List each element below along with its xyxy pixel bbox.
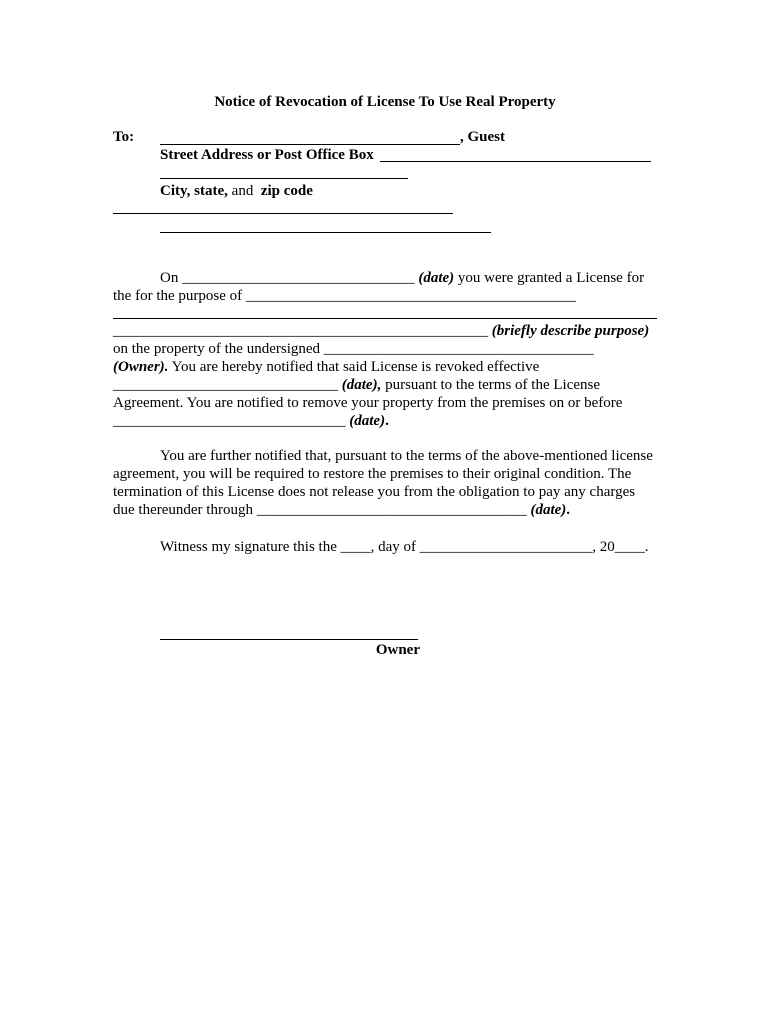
owner-signature-line[interactable] <box>160 639 418 640</box>
document-title: Notice of Revocation of License To Use Real Property <box>214 94 556 110</box>
para1-line2: the for the purpose of ____________________________________________ <box>113 288 576 304</box>
para1-line9: _______________________________ (date). <box>113 413 389 429</box>
witness-line: Witness my signature this the ____, day of _______________________, 20____. <box>160 539 649 555</box>
para2-line2: agreement, you will be required to restore the premises to their original condition. The <box>113 466 632 482</box>
city-state-zip-line[interactable] <box>113 213 453 214</box>
purpose-line[interactable] <box>113 318 657 319</box>
para1-line6: (Owner). You are hereby notified that said License is revoked effective <box>113 359 540 375</box>
para1-line1: On _______________________________ (date) you were granted a License for <box>160 270 645 286</box>
para2-line4: due thereunder through ____________________________________ (date). <box>113 502 571 518</box>
guest-label: , Guest <box>460 129 505 145</box>
para1-line5: on the property of the undersigned ____________________________________ <box>113 341 594 357</box>
street-address-label: Street Address or Post Office Box <box>160 147 374 163</box>
para2-line1: You are further notified that, pursuant to the terms of the above-mentioned license <box>160 448 653 464</box>
street-address-line-2[interactable] <box>160 178 408 179</box>
para1-line4: __________________________________________________ (briefly describe purpose) <box>113 323 650 339</box>
city-state-zip-label: City, state, and zip code <box>160 183 313 199</box>
to-label: To: <box>113 129 135 145</box>
para2-line3: termination of this License does not release you from the obligation to pay any charges <box>113 484 636 500</box>
para1-line7: ______________________________ (date), pursuant to the terms of the License <box>113 377 601 393</box>
street-address-line[interactable] <box>380 161 651 162</box>
owner-label: Owner <box>375 642 420 658</box>
guest-name-line[interactable] <box>160 144 460 145</box>
address-extra-line[interactable] <box>160 232 491 233</box>
para1-line8: Agreement. You are notified to remove your property from the premises on or before <box>113 395 623 411</box>
